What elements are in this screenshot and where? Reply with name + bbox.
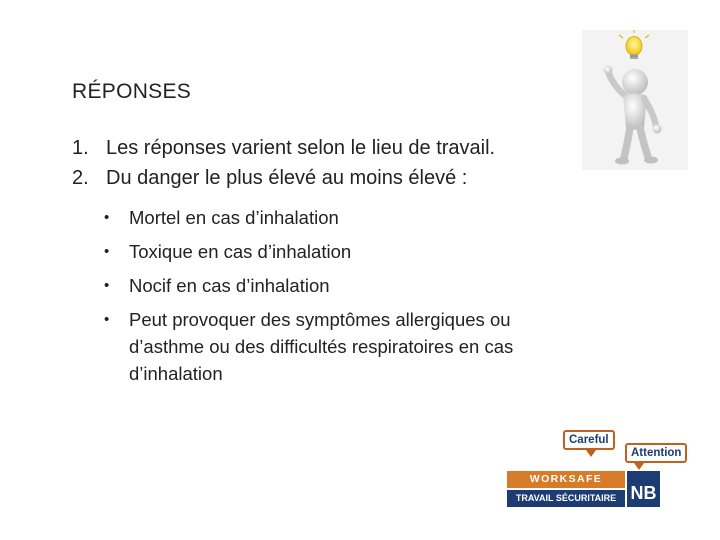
- bubble-tail-icon: [586, 450, 596, 457]
- stick-figure-lightbulb-icon: [582, 30, 688, 170]
- nb-box: NB: [627, 471, 660, 507]
- bullet-text: Peut provoquer des symptômes allergiques ou d’asthme ou des difficultés respiratoires en cas d’inhalation: [129, 309, 514, 384]
- bullet-text: Nocif en cas d’inhalation: [129, 275, 330, 296]
- careful-bubble: Careful: [563, 430, 615, 450]
- bullet-icon: •: [104, 277, 110, 294]
- worksafenb-logo: [506, 426, 690, 512]
- list-text: Du danger le plus élevé au moins élevé :: [106, 167, 468, 189]
- list-number: 1.: [72, 137, 89, 159]
- travail-securitaire-bar: TRAVAIL SÉCURITAIRE: [507, 490, 625, 507]
- slide-title: RÉPONSES: [72, 80, 192, 103]
- bullet-item: [104, 204, 574, 231]
- bullet-text: Mortel en cas d’inhalation: [129, 207, 339, 228]
- worksafe-bar: WORKSAFE: [507, 471, 625, 488]
- numbered-list: [72, 133, 592, 193]
- bullet-item: [104, 306, 574, 387]
- bullet-text: Toxique en cas d’inhalation: [129, 241, 352, 262]
- bullet-item: [104, 238, 574, 265]
- bullet-item: [104, 272, 574, 299]
- bullet-icon: •: [104, 311, 110, 328]
- bullet-list: [104, 204, 574, 394]
- list-number: 2.: [72, 167, 89, 189]
- list-item: [72, 163, 592, 193]
- attention-bubble: Attention: [625, 443, 687, 463]
- list-item: [72, 133, 592, 163]
- bubble-tail-icon: [634, 463, 644, 470]
- list-text: Les réponses varient selon le lieu de travail.: [106, 137, 496, 159]
- bullet-icon: •: [104, 243, 110, 260]
- bullet-icon: •: [104, 209, 110, 226]
